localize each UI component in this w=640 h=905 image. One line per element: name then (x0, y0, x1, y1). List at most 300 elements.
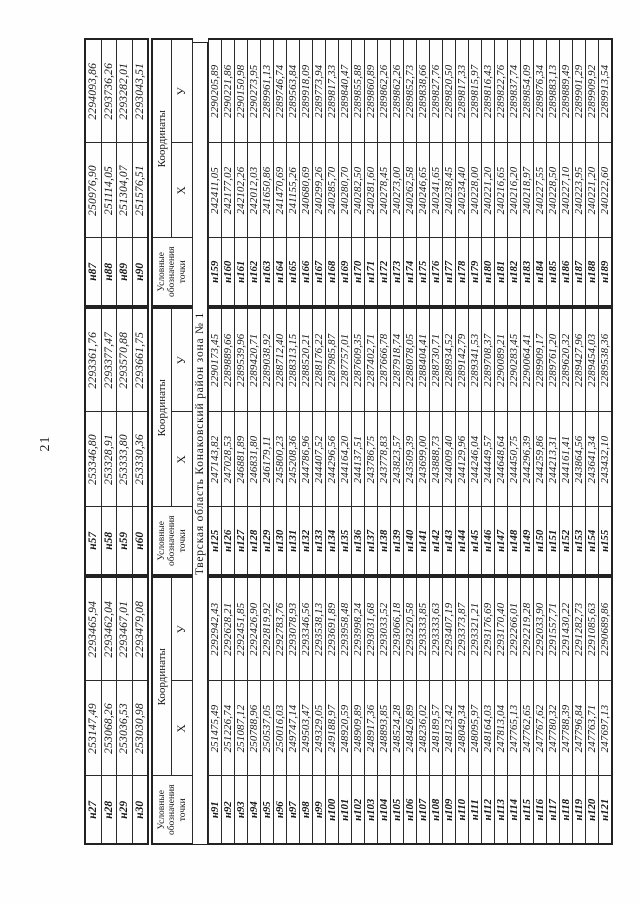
point-label-cell: н119 (573, 776, 586, 844)
y-coordinate-cell: 2289817,33 (456, 39, 469, 143)
point-label-cell: н168 (326, 238, 339, 306)
x-coordinate-cell: 253330,36 (132, 412, 148, 507)
point-label-cell: н107 (417, 776, 430, 844)
table-row (287, 577, 300, 844)
point-label-cell: н102 (352, 776, 365, 844)
point-label-cell: н129 (261, 507, 274, 575)
point-label-cell: н114 (508, 776, 521, 844)
y-coordinate-cell: 2288934,52 (443, 308, 456, 412)
point-label-cell: н151 (547, 507, 560, 575)
y-coordinate-cell: 2290064,41 (521, 308, 534, 412)
table-row (508, 577, 521, 844)
y-coordinate-cell: 2290173,45 (209, 308, 222, 412)
x-coordinate-cell: 250788,96 (248, 681, 261, 776)
point-label-cell: н97 (287, 776, 300, 844)
table-row (300, 39, 313, 306)
point-label-cell: н127 (235, 507, 248, 575)
x-coordinate-cell: 253036,53 (117, 681, 133, 776)
x-coordinate-cell: 240227,10 (560, 143, 573, 238)
y-coordinate-cell: 2290221,86 (222, 39, 235, 143)
y-coordinate-cell: 2293467,01 (117, 577, 133, 681)
table-row (456, 577, 469, 844)
y-coordinate-cell: 2290689,86 (599, 577, 613, 681)
point-label-cell: н185 (547, 238, 560, 306)
x-coordinate-cell: 248236,02 (417, 681, 430, 776)
x-coordinate-cell: 243778,83 (378, 412, 391, 507)
x-coordinate-cell: 243823,57 (391, 412, 404, 507)
point-label-cell: н125 (209, 507, 222, 575)
point-label-cell: н144 (456, 507, 469, 575)
x-coordinate-cell: 240273,00 (391, 143, 404, 238)
table-row (573, 308, 586, 575)
x-coordinate-cell: 251226,74 (222, 681, 235, 776)
main-table-data (208, 42, 613, 845)
table-row (404, 39, 417, 306)
table-row (248, 577, 261, 844)
y-coordinate-cell: 2289773,94 (313, 39, 326, 143)
point-label-cell: н141 (417, 507, 430, 575)
x-coordinate-cell: 240285,70 (326, 143, 339, 238)
y-coordinate-cell: 2289427,96 (573, 308, 586, 412)
table-row (547, 577, 560, 844)
y-coordinate-cell: 2288078,05 (404, 308, 417, 412)
table-row (235, 39, 248, 306)
point-label-cell: н153 (573, 507, 586, 575)
y-coordinate-cell: 2289852,73 (404, 39, 417, 143)
x-coordinate-cell: 253346,80 (85, 412, 101, 507)
y-coordinate-cell: 2289820,50 (443, 39, 456, 143)
x-coordinate-cell: 240241,65 (430, 143, 443, 238)
coordinates-header: Координаты (152, 39, 172, 238)
point-label-cell: н128 (248, 507, 261, 575)
point-label-cell: н138 (378, 507, 391, 575)
point-label-cell: н152 (560, 507, 573, 575)
x-coordinate-cell: 244296,56 (326, 412, 339, 507)
point-label-cell: н148 (508, 507, 521, 575)
table-row (378, 308, 391, 575)
table-row (560, 577, 573, 844)
table-row (101, 577, 117, 844)
x-coordinate-cell: 247767,62 (534, 681, 547, 776)
table-row (391, 39, 404, 306)
y-coordinate-cell: 2289862,26 (391, 39, 404, 143)
table-row (313, 308, 326, 575)
point-label-cell: н189 (599, 238, 613, 306)
y-coordinate-cell: 2290273,95 (248, 39, 261, 143)
table-row (482, 577, 495, 844)
y-coordinate-cell: 2291430,22 (560, 577, 573, 681)
y-coordinate-cell: 2287402,71 (365, 308, 378, 412)
point-label-cell: н154 (586, 507, 599, 575)
point-label-cell: н130 (274, 507, 287, 575)
x-coordinate-cell: 240216,65 (495, 143, 508, 238)
table-row (456, 308, 469, 575)
x-coordinate-cell: 240299,26 (313, 143, 326, 238)
table-row (417, 308, 430, 575)
x-coordinate-cell: 244213,31 (547, 412, 560, 507)
table-row (482, 39, 495, 306)
x-coordinate-cell: 251304,07 (117, 143, 133, 238)
y-coordinate-cell: 2293321,21 (469, 577, 482, 681)
x-coordinate-cell: 247697,13 (599, 681, 613, 776)
y-coordinate-cell: 2292819,92 (261, 577, 274, 681)
table-row (534, 308, 547, 575)
x-coordinate-cell: 244449,57 (482, 412, 495, 507)
y-coordinate-cell: 2293220,58 (404, 577, 417, 681)
y-coordinate-cell: 2293043,51 (132, 39, 148, 143)
data-group-3 (208, 38, 613, 307)
point-label-cell: н177 (443, 238, 456, 306)
y-coordinate-cell: 2293462,04 (101, 577, 117, 681)
table-row (508, 39, 521, 306)
data-group-2 (208, 307, 613, 576)
point-label-cell: н126 (222, 507, 235, 575)
x-coordinate-cell: 240216,20 (508, 143, 521, 238)
table-row (378, 39, 391, 306)
y-coordinate-cell: 2291557,71 (547, 577, 560, 681)
x-coordinate-cell: 240227,55 (534, 143, 547, 238)
point-label-cell: н143 (443, 507, 456, 575)
table-row (482, 308, 495, 575)
table-row (117, 308, 133, 575)
x-coordinate-cell: 244129,96 (456, 412, 469, 507)
table-row (365, 577, 378, 844)
y-coordinate-cell: 2288313,15 (287, 308, 300, 412)
point-label-cell: н146 (482, 507, 495, 575)
table-row (132, 308, 148, 575)
y-coordinate-cell: 2293361,76 (85, 308, 101, 412)
point-label-cell: н170 (352, 238, 365, 306)
table-row (209, 577, 222, 844)
table-row (573, 577, 586, 844)
table-row (274, 39, 287, 306)
point-label-cell: н60 (132, 507, 148, 575)
y-coordinate-cell: 2290283,45 (508, 308, 521, 412)
x-coordinate-cell: 248189,57 (430, 681, 443, 776)
table-row (132, 577, 148, 844)
y-coordinate-cell: 2289761,20 (547, 308, 560, 412)
point-label-cell: н105 (391, 776, 404, 844)
x-coordinate-cell: 244648,64 (495, 412, 508, 507)
y-coordinate-cell: 2289889,49 (560, 39, 573, 143)
y-coordinate-cell: 2289620,32 (560, 308, 573, 412)
table-row (534, 39, 547, 306)
y-coordinate-cell: 2293479,08 (132, 577, 148, 681)
x-coordinate-cell: 253068,26 (101, 681, 117, 776)
point-label-cell: н120 (586, 776, 599, 844)
x-coordinate-cell: 240238,45 (443, 143, 456, 238)
table-row (443, 308, 456, 575)
table-row (235, 577, 248, 844)
y-coordinate-cell: 2287666,78 (378, 308, 391, 412)
x-coordinate-cell: 248123,42 (443, 681, 456, 776)
y-coordinate-cell: 2289038,92 (261, 308, 274, 412)
table-row (430, 577, 443, 844)
x-coordinate-cell: 243864,56 (573, 412, 586, 507)
y-coordinate-cell: 2293407,19 (443, 577, 456, 681)
y-coordinate-cell: 2290150,98 (235, 39, 248, 143)
y-coordinate-cell: 2293170,40 (495, 577, 508, 681)
table-row (469, 308, 482, 575)
x-coordinate-cell: 247763,71 (586, 681, 599, 776)
y-coordinate-cell: 2289909,17 (534, 308, 547, 412)
point-label-cell: н139 (391, 507, 404, 575)
table-row (456, 39, 469, 306)
x-coordinate-cell: 250016,03 (274, 681, 287, 776)
x-coordinate-cell: 240280,70 (339, 143, 352, 238)
table-row (313, 39, 326, 306)
y-coordinate-cell: 2289341,53 (469, 308, 482, 412)
x-coordinate-cell: 243509,39 (404, 412, 417, 507)
x-coordinate-cell: 240246,65 (417, 143, 430, 238)
x-coordinate-cell: 244161,41 (560, 412, 573, 507)
table-row (521, 577, 534, 844)
y-coordinate-cell: 2289539,96 (235, 308, 248, 412)
table-row (274, 308, 287, 575)
table-row (300, 577, 313, 844)
y-coordinate-cell: 2293465,94 (85, 577, 101, 681)
table-row (235, 308, 248, 575)
y-coordinate-cell: 2293033,52 (378, 577, 391, 681)
y-column-header: У (172, 577, 193, 681)
y-coordinate-cell: 2293066,18 (391, 577, 404, 681)
table-row (261, 308, 274, 575)
y-coordinate-cell: 2289827,76 (430, 39, 443, 143)
table-row (117, 577, 133, 844)
x-coordinate-cell: 253147,49 (85, 681, 101, 776)
x-coordinate-cell: 240223,95 (573, 143, 586, 238)
point-label-cell: н94 (248, 776, 261, 844)
point-label-cell: н92 (222, 776, 235, 844)
y-coordinate-cell: 2292628,21 (222, 577, 235, 681)
x-coordinate-cell: 244009,40 (443, 412, 456, 507)
y-coordinate-cell: 2291085,63 (586, 577, 599, 681)
x-coordinate-cell: 243641,34 (586, 412, 599, 507)
continuation-group-3 (84, 38, 149, 307)
x-coordinate-cell: 245208,36 (287, 412, 300, 507)
y-coordinate-cell: 2293570,88 (117, 308, 133, 412)
x-coordinate-cell: 240221,20 (482, 143, 495, 238)
point-label-cell: н145 (469, 507, 482, 575)
data-group-1 (208, 576, 613, 845)
point-label-cell: н57 (85, 507, 101, 575)
x-coordinate-cell: 242411,05 (209, 143, 222, 238)
x-coordinate-cell: 250537,05 (261, 681, 274, 776)
x-coordinate-cell: 244137,51 (352, 412, 365, 507)
x-coordinate-cell: 243432,10 (599, 412, 613, 507)
y-coordinate-cell: 2289746,74 (274, 39, 287, 143)
x-coordinate-cell: 241650,86 (261, 143, 274, 238)
table-row (101, 39, 117, 306)
table-row (508, 308, 521, 575)
y-coordinate-cell: 2289538,36 (599, 308, 613, 412)
y-coordinate-cell: 2292942,43 (209, 577, 222, 681)
point-label-cell: н59 (117, 507, 133, 575)
table-row (521, 39, 534, 306)
y-coordinate-cell: 2293538,13 (313, 577, 326, 681)
point-label-cell: н87 (85, 238, 101, 306)
zone-title: Тверская область Конаковский район зона № 1 (192, 42, 208, 845)
x-coordinate-cell: 251475,49 (209, 681, 222, 776)
y-coordinate-cell: 2293736,26 (101, 39, 117, 143)
x-coordinate-cell: 249188,97 (326, 681, 339, 776)
table-row (586, 577, 599, 844)
point-label-cell: н155 (599, 507, 613, 575)
table-row (326, 577, 339, 844)
x-coordinate-cell: 249503,47 (300, 681, 313, 776)
x-coordinate-cell: 240234,40 (456, 143, 469, 238)
point-label-cell: н180 (482, 238, 495, 306)
point-label-cell: н28 (101, 776, 117, 844)
x-coordinate-cell: 246881,89 (235, 412, 248, 507)
table-row (469, 577, 482, 844)
table-row (430, 39, 443, 306)
y-coordinate-cell: 2292783,76 (274, 577, 287, 681)
y-coordinate-cell: 2293176,69 (482, 577, 495, 681)
y-coordinate-cell: 2289708,37 (482, 308, 495, 412)
x-coordinate-cell: 247813,04 (495, 681, 508, 776)
point-label-cell: н175 (417, 238, 430, 306)
continuation-table (84, 42, 149, 845)
table-row (404, 308, 417, 575)
point-designation-header: Условные обозначения точки (152, 776, 193, 844)
x-coordinate-cell: 244246,04 (469, 412, 482, 507)
table-row (117, 39, 133, 306)
point-label-cell: н112 (482, 776, 495, 844)
point-label-cell: н167 (313, 238, 326, 306)
x-coordinate-cell: 253333,80 (117, 412, 133, 507)
table-row (352, 308, 365, 575)
y-coordinate-cell: 2293333,63 (430, 577, 443, 681)
y-coordinate-cell: 2289889,66 (222, 308, 235, 412)
point-label-cell: н187 (573, 238, 586, 306)
point-label-cell: н142 (430, 507, 443, 575)
y-coordinate-cell: 2293691,89 (326, 577, 339, 681)
y-coordinate-cell: 2289838,66 (417, 39, 430, 143)
table-row (222, 308, 235, 575)
y-coordinate-cell: 2289815,97 (469, 39, 482, 143)
table-row (495, 39, 508, 306)
x-coordinate-cell: 240282,50 (352, 143, 365, 238)
table-row (261, 39, 274, 306)
point-label-cell: н117 (547, 776, 560, 844)
table-row (469, 39, 482, 306)
table-row (339, 39, 352, 306)
main-table-header (151, 42, 193, 845)
table-row (404, 577, 417, 844)
y-coordinate-cell: 2287918,74 (391, 308, 404, 412)
table-row (101, 308, 117, 575)
table-row (495, 308, 508, 575)
x-coordinate-cell: 240222,60 (599, 143, 613, 238)
table-row (443, 577, 456, 844)
table-row (599, 308, 613, 575)
table-row (365, 39, 378, 306)
point-label-cell: н99 (313, 776, 326, 844)
y-coordinate-cell: 2287985,87 (326, 308, 339, 412)
point-label-cell: н166 (300, 238, 313, 306)
y-coordinate-cell: 2288712,40 (274, 308, 287, 412)
x-coordinate-cell: 253030,98 (132, 681, 148, 776)
point-label-cell: н133 (313, 507, 326, 575)
table-row (417, 39, 430, 306)
y-coordinate-cell: 2292426,90 (248, 577, 261, 681)
x-coordinate-cell: 243888,73 (430, 412, 443, 507)
point-label-cell: н149 (521, 507, 534, 575)
point-label-cell: н160 (222, 238, 235, 306)
y-coordinate-cell: 2291282,73 (573, 577, 586, 681)
y-coordinate-cell: 2289816,43 (482, 39, 495, 143)
x-column-header: X (172, 143, 193, 238)
header-group-2 (151, 307, 193, 576)
x-coordinate-cell: 251087,12 (235, 681, 248, 776)
x-coordinate-cell: 242012,03 (248, 143, 261, 238)
x-column-header: X (172, 412, 193, 507)
table-row (300, 308, 313, 575)
y-coordinate-cell: 2289901,29 (573, 39, 586, 143)
point-label-cell: н113 (495, 776, 508, 844)
x-coordinate-cell: 251114,05 (101, 143, 117, 238)
point-label-cell: н93 (235, 776, 248, 844)
x-coordinate-cell: 248893,85 (378, 681, 391, 776)
table-row (85, 577, 101, 844)
x-coordinate-cell: 244786,96 (300, 412, 313, 507)
y-coordinate-cell: 2289876,34 (534, 39, 547, 143)
table-row (391, 308, 404, 575)
table-row (560, 39, 573, 306)
table-row (599, 577, 613, 844)
header-group-3 (151, 38, 193, 307)
point-label-cell: н159 (209, 238, 222, 306)
point-label-cell: н106 (404, 776, 417, 844)
point-label-cell: н30 (132, 776, 148, 844)
y-coordinate-cell: 2294093,86 (85, 39, 101, 143)
x-coordinate-cell: 248049,34 (456, 681, 469, 776)
point-label-cell: н150 (534, 507, 547, 575)
y-coordinate-cell: 2292033,90 (534, 577, 547, 681)
table-row (85, 39, 101, 306)
table-row (132, 39, 148, 306)
y-coordinate-cell: 2287609,35 (352, 308, 365, 412)
point-label-cell: н98 (300, 776, 313, 844)
x-coordinate-cell: 246831,80 (248, 412, 261, 507)
table-row (391, 577, 404, 844)
point-label-cell: н135 (339, 507, 352, 575)
point-label-cell: н104 (378, 776, 391, 844)
x-coordinate-cell: 240221,20 (586, 143, 599, 238)
point-label-cell: н176 (430, 238, 443, 306)
y-coordinate-cell: 2289837,74 (508, 39, 521, 143)
point-label-cell: н27 (85, 776, 101, 844)
y-coordinate-cell: 2289862,26 (378, 39, 391, 143)
y-coordinate-cell: 2289822,76 (495, 39, 508, 143)
y-coordinate-cell: 2288404,41 (417, 308, 430, 412)
point-label-cell: н140 (404, 507, 417, 575)
y-coordinate-cell: 2289854,09 (521, 39, 534, 143)
point-label-cell: н178 (456, 238, 469, 306)
y-coordinate-cell: 2289840,47 (339, 39, 352, 143)
point-label-cell: н118 (560, 776, 573, 844)
y-coordinate-cell: 2293998,24 (352, 577, 365, 681)
point-label-cell: н58 (101, 507, 117, 575)
table-row (573, 39, 586, 306)
point-label-cell: н111 (469, 776, 482, 844)
y-coordinate-cell: 2292451,85 (235, 577, 248, 681)
y-coordinate-cell: 2287757,01 (339, 308, 352, 412)
y-coordinate-cell: 2289855,88 (352, 39, 365, 143)
y-coordinate-cell: 2288520,21 (300, 308, 313, 412)
y-coordinate-cell: 2293078,93 (287, 577, 300, 681)
